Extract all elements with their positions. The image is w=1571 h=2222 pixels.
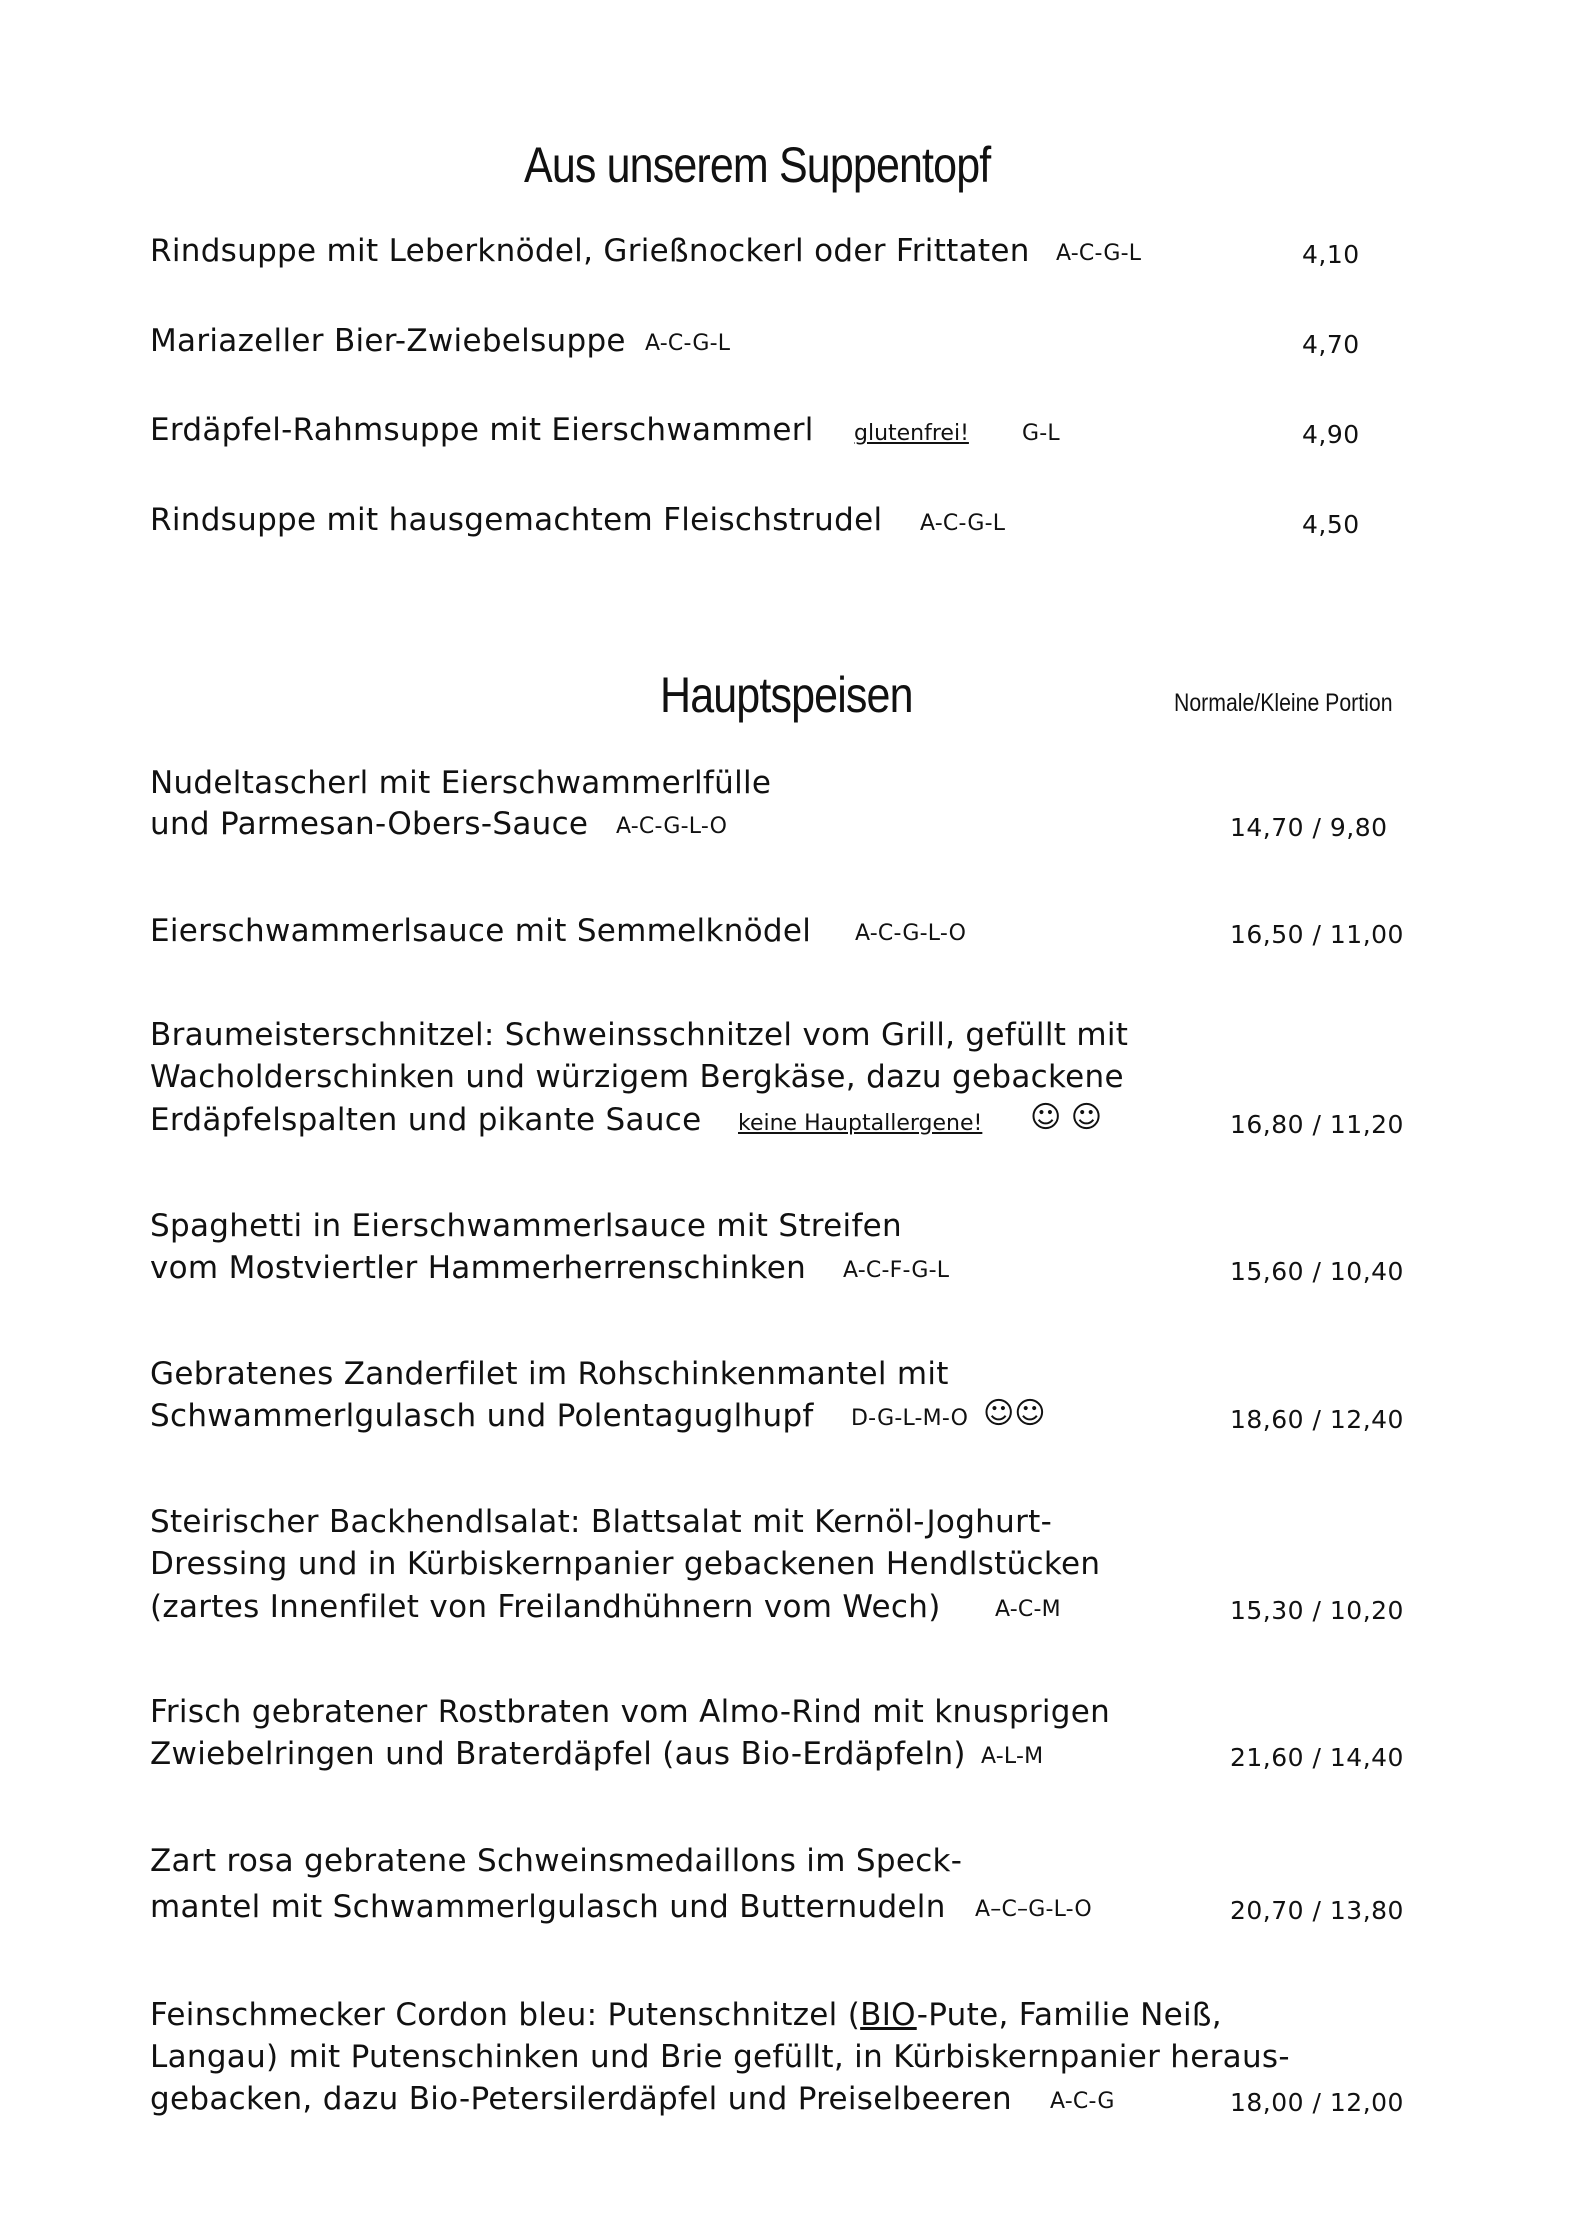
soup-item-allergens: G-L bbox=[1022, 421, 1060, 446]
main-item-line: Langau) mit Putenschinken und Brie gefüllt, in Kürbiskernpanier heraus- bbox=[150, 2039, 1290, 2075]
main-item-line bbox=[150, 1997, 1222, 2033]
main-item-price: 16,50 / 11,00 bbox=[1230, 920, 1404, 949]
main-item-line: Schwammerlgulasch und Polentaguglhupf bbox=[150, 1398, 814, 1434]
main-item-line: Wacholderschinken und würzigem Bergkäse, dazu gebackene bbox=[150, 1059, 1124, 1095]
main-item-line-text: Feinschmecker Cordon bleu: Putenschnitzel ( bbox=[150, 1997, 861, 2033]
main-item-price: 14,70 / 9,80 bbox=[1230, 813, 1388, 842]
main-item-line: Braumeisterschnitzel: Schweinsschnitzel vom Grill, gefüllt mit bbox=[150, 1017, 1129, 1053]
main-item-line: Nudeltascherl mit Eierschwammerlfülle bbox=[150, 765, 772, 801]
main-item-price: 16,80 / 11,20 bbox=[1230, 1110, 1404, 1139]
main-item-allergens: A–C–G-L-O bbox=[975, 1897, 1092, 1922]
main-item-allergens: A-C-G-L-O bbox=[616, 814, 728, 839]
main-item-price: 20,70 / 13,80 bbox=[1230, 1896, 1404, 1925]
main-item-line: und Parmesan-Obers-Sauce bbox=[150, 806, 589, 842]
bio-underlined: BIO bbox=[860, 1997, 917, 2033]
soup-item-price: 4,50 bbox=[1302, 510, 1360, 539]
glutenfree-tag: glutenfrei! bbox=[854, 421, 969, 446]
soup-item-price: 4,10 bbox=[1302, 240, 1360, 269]
soup-item-name: Rindsuppe mit Leberknödel, Grießnockerl oder Frittaten bbox=[150, 233, 1030, 269]
main-item-price: 18,00 / 12,00 bbox=[1230, 2088, 1404, 2117]
main-item-line-text: -Pute, Familie Neiß, bbox=[916, 1997, 1222, 2033]
smiley-icon: ☺☺ bbox=[983, 1396, 1046, 1431]
soup-item-price: 4,70 bbox=[1302, 330, 1360, 359]
soup-item-price: 4,90 bbox=[1302, 420, 1360, 449]
soup-item-name: Mariazeller Bier-Zwiebelsuppe bbox=[150, 323, 626, 359]
main-item-line: Frisch gebratener Rostbraten vom Almo-Rind mit knusprigen bbox=[150, 1694, 1111, 1730]
main-item-allergens: A-C-G-L-O bbox=[855, 921, 967, 946]
main-item-line: Dressing und in Kürbiskernpanier gebackenen Hendlstücken bbox=[150, 1546, 1101, 1582]
main-item-line: (zartes Innenfilet von Freilandhühnern vom Wech) bbox=[150, 1589, 941, 1625]
soup-item-allergens: A-C-G-L bbox=[920, 511, 1006, 536]
main-item-allergens: D-G-L-M-O bbox=[851, 1406, 969, 1431]
main-item-allergens: A-C-F-G-L bbox=[843, 1258, 950, 1283]
soup-item-name: Erdäpfel-Rahmsuppe mit Eierschwammerl bbox=[150, 412, 814, 448]
main-item-line: Eierschwammerlsauce mit Semmelknödel bbox=[150, 913, 812, 949]
main-item-price: 15,60 / 10,40 bbox=[1230, 1257, 1404, 1286]
main-item-price: 21,60 / 14,40 bbox=[1230, 1743, 1404, 1772]
soup-section-title: Aus unserem Suppentopf bbox=[524, 137, 991, 193]
main-item-line: Erdäpfelspalten und pikante Sauce bbox=[150, 1102, 702, 1138]
allergen-free-tag: keine Hauptallergene! bbox=[738, 1111, 983, 1136]
main-item-line: Spaghetti in Eierschwammerlsauce mit Streifen bbox=[150, 1208, 902, 1244]
main-item-line: Zart rosa gebratene Schweinsmedaillons im Speck- bbox=[150, 1843, 963, 1879]
main-item-allergens: A-C-G bbox=[1050, 2089, 1115, 2114]
portion-note: Normale/Kleine Portion bbox=[1174, 689, 1393, 717]
soup-item-name: Rindsuppe mit hausgemachtem Fleischstrudel bbox=[150, 502, 883, 538]
soup-item-allergens: A-C-G-L bbox=[645, 331, 731, 356]
main-section-title: Hauptspeisen bbox=[660, 667, 913, 723]
main-item-line: Gebratenes Zanderfilet im Rohschinkenmantel mit bbox=[150, 1356, 949, 1392]
smiley-icon: ☺ ☺ bbox=[1030, 1100, 1103, 1135]
main-item-price: 18,60 / 12,40 bbox=[1230, 1405, 1404, 1434]
main-item-line: mantel mit Schwammerlgulasch und Butternudeln bbox=[150, 1889, 946, 1925]
main-item-allergens: A-L-M bbox=[981, 1744, 1044, 1769]
main-item-line: Zwiebelringen und Braterdäpfel (aus Bio-Erdäpfeln) bbox=[150, 1736, 966, 1772]
main-item-line: Steirischer Backhendlsalat: Blattsalat mit Kernöl-Joghurt- bbox=[150, 1504, 1053, 1540]
main-item-price: 15,30 / 10,20 bbox=[1230, 1596, 1404, 1625]
soup-item-allergens: A-C-G-L bbox=[1056, 241, 1142, 266]
main-item-line: gebacken, dazu Bio-Petersilerdäpfel und Preiselbeeren bbox=[150, 2081, 1012, 2117]
main-item-line: vom Mostviertler Hammerherrenschinken bbox=[150, 1250, 807, 1286]
main-item-allergens: A-C-M bbox=[995, 1597, 1061, 1622]
